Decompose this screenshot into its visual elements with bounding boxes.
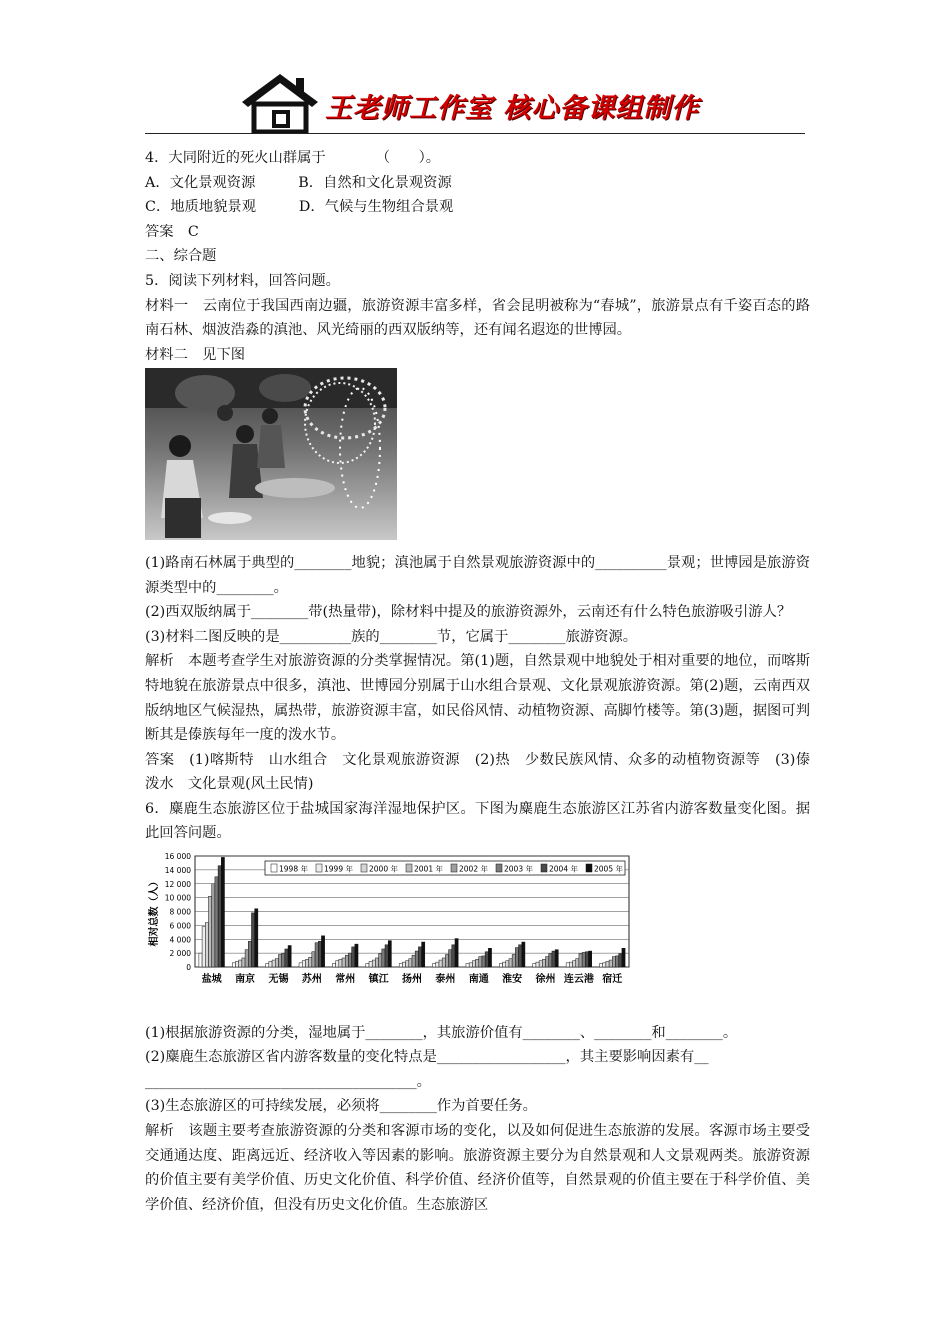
x-tick-label: 盐城 bbox=[201, 974, 222, 986]
q5-analysis: 解析 本题考查学生对旅游资源的分类掌握情况。第(1)题，自然景观中地貌处于相对重要的地位，而喀斯特地貌在旅游景点中很多，滇池、世博园分别属于山水组合景观、文化景观旅游资源。第(2)题，云南西双版纳地区气候湿热，属热带，旅游资源丰富，如民俗风情、动植物资源、高脚竹楼等。第(3)题，据图可判断其是傣族每年一度的泼水节。 bbox=[145, 653, 810, 744]
bar bbox=[576, 959, 579, 967]
bar bbox=[202, 927, 205, 967]
x-tick-label: 淮安 bbox=[502, 974, 523, 986]
bar bbox=[619, 954, 622, 967]
y-tick-label: 10 000 bbox=[164, 893, 191, 903]
q5-material-1: 材料一 云南位于我国西南边疆，旅游资源丰富多样，省会昆明被称为“春城”，旅游景点有千姿百态的路南石林、烟波浩淼的滇池、风光绮丽的西双版纳等，还有闻名遐迩的世博园。 bbox=[145, 297, 810, 339]
bar bbox=[302, 961, 305, 967]
q5-part-1: (1)路南石林属于典型的________地貌；滇池属于自然景观旅游资源中的__________景观；世博园是旅游资源类型中的________。 bbox=[145, 554, 810, 596]
x-tick-label: 扬州 bbox=[402, 974, 422, 986]
q5-part-2: (2)西双版纳属于________带(热量带)，除材料中提及的旅游资源外，云南还有什么特色旅游吸引游人？ bbox=[145, 604, 792, 621]
header-divider bbox=[145, 133, 805, 134]
bar bbox=[355, 944, 358, 967]
bar bbox=[275, 959, 278, 967]
legend-swatch bbox=[316, 864, 322, 872]
legend-swatch bbox=[361, 864, 367, 872]
bar bbox=[612, 957, 615, 967]
y-tick-label: 4 000 bbox=[169, 935, 191, 945]
bar bbox=[366, 964, 369, 967]
bar bbox=[569, 962, 572, 967]
house-logo-icon bbox=[240, 70, 320, 134]
bar bbox=[208, 896, 211, 967]
bar bbox=[452, 945, 455, 967]
bar bbox=[375, 958, 378, 967]
bar bbox=[399, 964, 402, 967]
bar bbox=[609, 960, 612, 967]
bar bbox=[469, 963, 472, 967]
bar bbox=[472, 961, 475, 967]
bar bbox=[485, 952, 488, 967]
bar bbox=[415, 951, 418, 967]
bar bbox=[218, 866, 221, 967]
bar bbox=[409, 959, 412, 967]
bar bbox=[336, 961, 339, 967]
q4-options-cd: C．地质地貌景观 D．气候与生物组合景观 bbox=[145, 199, 454, 216]
bar bbox=[422, 942, 425, 967]
q5-material-2: 材料二 见下图 bbox=[145, 346, 246, 363]
x-tick-label: 无锡 bbox=[268, 974, 289, 986]
bar bbox=[315, 943, 318, 967]
y-tick-label: 14 000 bbox=[164, 865, 191, 875]
y-tick-label: 8 000 bbox=[169, 907, 191, 917]
bar bbox=[466, 964, 469, 967]
bar bbox=[536, 962, 539, 967]
bar bbox=[251, 913, 254, 967]
bar bbox=[436, 962, 439, 967]
x-tick-label: 南通 bbox=[468, 974, 489, 986]
y-tick-label: 16 000 bbox=[164, 852, 191, 862]
bar bbox=[245, 950, 248, 967]
q6-stem: 6．麋鹿生态旅游区位于盐城国家海洋湿地保护区。下图为麋鹿生态旅游区江苏省内游客数量变化图。据此回答问题。 bbox=[145, 800, 810, 842]
bar bbox=[512, 955, 515, 967]
q6-part-1: (1)根据旅游资源的分类，湿地属于________，其旅游价值有________、________和________。 bbox=[145, 1024, 738, 1041]
bar bbox=[278, 955, 281, 967]
bar bbox=[522, 942, 525, 967]
legend-swatch bbox=[541, 864, 547, 872]
bar bbox=[348, 953, 351, 967]
bar bbox=[332, 964, 335, 967]
bar bbox=[309, 957, 312, 967]
y-tick-label: 12 000 bbox=[164, 879, 191, 889]
document-body bbox=[145, 146, 825, 1217]
legend-label: 2005 年 bbox=[594, 864, 623, 874]
y-tick-label: 2 000 bbox=[169, 949, 191, 959]
bar bbox=[199, 953, 202, 967]
bar bbox=[606, 962, 609, 968]
bar bbox=[369, 962, 372, 968]
bar bbox=[266, 964, 269, 967]
q6-analysis: 解析 该题主要考查旅游资源的分类和客源市场的变化，以及如何促进生态旅游的发展。客源市场主要受交通通达度、距离远近、经济收入等因素的影响。旅游资源主要分为自然景观和人文景观两类。旅游资源的价值主要有美学价值、历史文化价值、科学价值、经济价值等，自然景观的价值主要在于科学价值、美学价值、经济价值，但没有历史文化价值。生态旅游区 bbox=[145, 1123, 810, 1213]
bar bbox=[566, 963, 569, 967]
bar bbox=[215, 877, 218, 967]
bar bbox=[445, 955, 448, 967]
bar bbox=[549, 954, 552, 967]
bar bbox=[503, 962, 506, 967]
bar bbox=[622, 948, 625, 967]
x-tick-label: 南京 bbox=[235, 974, 256, 986]
bar bbox=[272, 960, 275, 967]
legend-label: 2000 年 bbox=[369, 864, 398, 874]
header-banner: 王老师工作室 核心备课组制作 bbox=[325, 93, 700, 124]
bar bbox=[442, 958, 445, 967]
q6-part-2a: (2)麋鹿生态旅游区省内游客数量的变化特点是__________________，其主要影响因素有__ bbox=[145, 1049, 709, 1066]
bar bbox=[379, 954, 382, 967]
x-tick-label: 苏州 bbox=[301, 974, 322, 986]
bar bbox=[345, 955, 348, 967]
legend-swatch bbox=[406, 864, 412, 872]
bar bbox=[506, 961, 509, 967]
bar bbox=[312, 952, 315, 967]
bar bbox=[589, 951, 592, 967]
bar bbox=[515, 948, 518, 967]
bar bbox=[455, 939, 458, 967]
bar bbox=[269, 962, 272, 968]
bar bbox=[479, 957, 482, 967]
legend-swatch bbox=[496, 864, 502, 872]
legend-label: 2003 年 bbox=[504, 864, 533, 874]
legend-swatch bbox=[271, 864, 277, 872]
x-tick-label: 镇江 bbox=[368, 974, 389, 986]
bar bbox=[402, 962, 405, 967]
bar bbox=[288, 946, 291, 968]
bar bbox=[232, 963, 235, 967]
bar bbox=[352, 947, 355, 967]
bar bbox=[539, 961, 542, 967]
bar bbox=[285, 949, 288, 967]
bar bbox=[248, 941, 251, 967]
y-tick-label: 0 bbox=[186, 963, 191, 973]
bar bbox=[616, 956, 619, 967]
bar bbox=[212, 884, 215, 967]
bar bbox=[242, 958, 245, 967]
q6-part-3: (3)生态旅游区的可持续发展，必须将________作为首要任务。 bbox=[145, 1098, 537, 1115]
bar bbox=[600, 964, 603, 967]
bar bbox=[282, 953, 285, 967]
bar bbox=[585, 952, 588, 967]
q6-part-2b: ______________________________________。 bbox=[145, 1073, 431, 1090]
q4-stem: 4．大同附近的死火山群属于 （ ）。 bbox=[145, 150, 441, 166]
water-festival-photo bbox=[145, 368, 397, 540]
bar bbox=[533, 964, 536, 967]
bar bbox=[555, 950, 558, 967]
bar bbox=[239, 960, 242, 967]
bar bbox=[542, 959, 545, 967]
x-tick-label: 连云港 bbox=[563, 974, 594, 986]
bar bbox=[482, 956, 485, 967]
bar bbox=[339, 959, 342, 967]
bar bbox=[449, 950, 452, 967]
bar bbox=[318, 941, 321, 967]
bar bbox=[221, 857, 224, 967]
bar bbox=[579, 954, 582, 967]
legend-label: 1999 年 bbox=[324, 864, 353, 874]
legend-label: 2002 年 bbox=[459, 864, 488, 874]
x-tick-label: 泰州 bbox=[435, 974, 456, 986]
bar bbox=[552, 951, 555, 967]
bar bbox=[433, 964, 436, 967]
x-tick-label: 常州 bbox=[335, 974, 356, 986]
bar bbox=[299, 963, 302, 967]
bar bbox=[439, 960, 442, 967]
legend-swatch bbox=[451, 864, 457, 872]
visitor-bar-chart bbox=[145, 852, 635, 1010]
y-axis-label: 相对总数（人） bbox=[149, 876, 160, 947]
q5-answer: 答案 (1)喀斯特 山水组合 文化景观旅游资源 (2)热 少数民族风情、众多的动植物资源等 (3)傣 泼水 文化景观(风土民情) bbox=[145, 751, 825, 793]
bar bbox=[418, 947, 421, 967]
bar bbox=[509, 959, 512, 967]
bar bbox=[412, 955, 415, 967]
section-heading: 二、综合题 bbox=[145, 248, 217, 265]
legend-label: 2001 年 bbox=[414, 864, 443, 874]
x-tick-label: 徐州 bbox=[535, 974, 556, 986]
bar bbox=[382, 949, 385, 967]
bar bbox=[546, 957, 549, 967]
legend-label: 2004 年 bbox=[549, 864, 578, 874]
bar bbox=[388, 941, 391, 967]
x-tick-label: 宿迁 bbox=[602, 974, 623, 986]
bar bbox=[499, 964, 502, 967]
bar bbox=[321, 936, 324, 967]
bar bbox=[488, 948, 491, 967]
q4-options-ab: A．文化景观资源 B．自然和文化景观资源 bbox=[145, 174, 452, 191]
bar bbox=[519, 945, 522, 967]
bar bbox=[476, 959, 479, 967]
bar bbox=[205, 923, 208, 967]
bar bbox=[255, 909, 258, 967]
bar bbox=[582, 952, 585, 967]
bar bbox=[372, 960, 375, 967]
bar bbox=[603, 963, 606, 967]
q5-part-3: (3)材料二图反映的是__________族的________节，它属于________旅游资源。 bbox=[145, 628, 638, 645]
q4-answer: 答案 C bbox=[145, 223, 199, 240]
header bbox=[145, 66, 805, 136]
y-tick-label: 6 000 bbox=[169, 921, 191, 931]
bar bbox=[342, 958, 345, 967]
bar bbox=[573, 961, 576, 967]
bar bbox=[235, 962, 238, 968]
legend-swatch bbox=[586, 864, 592, 872]
legend-label: 1998 年 bbox=[279, 864, 308, 874]
bar bbox=[406, 961, 409, 967]
bar bbox=[305, 959, 308, 967]
bar bbox=[385, 945, 388, 967]
q5-stem: 5．阅读下列材料，回答问题。 bbox=[145, 272, 340, 289]
